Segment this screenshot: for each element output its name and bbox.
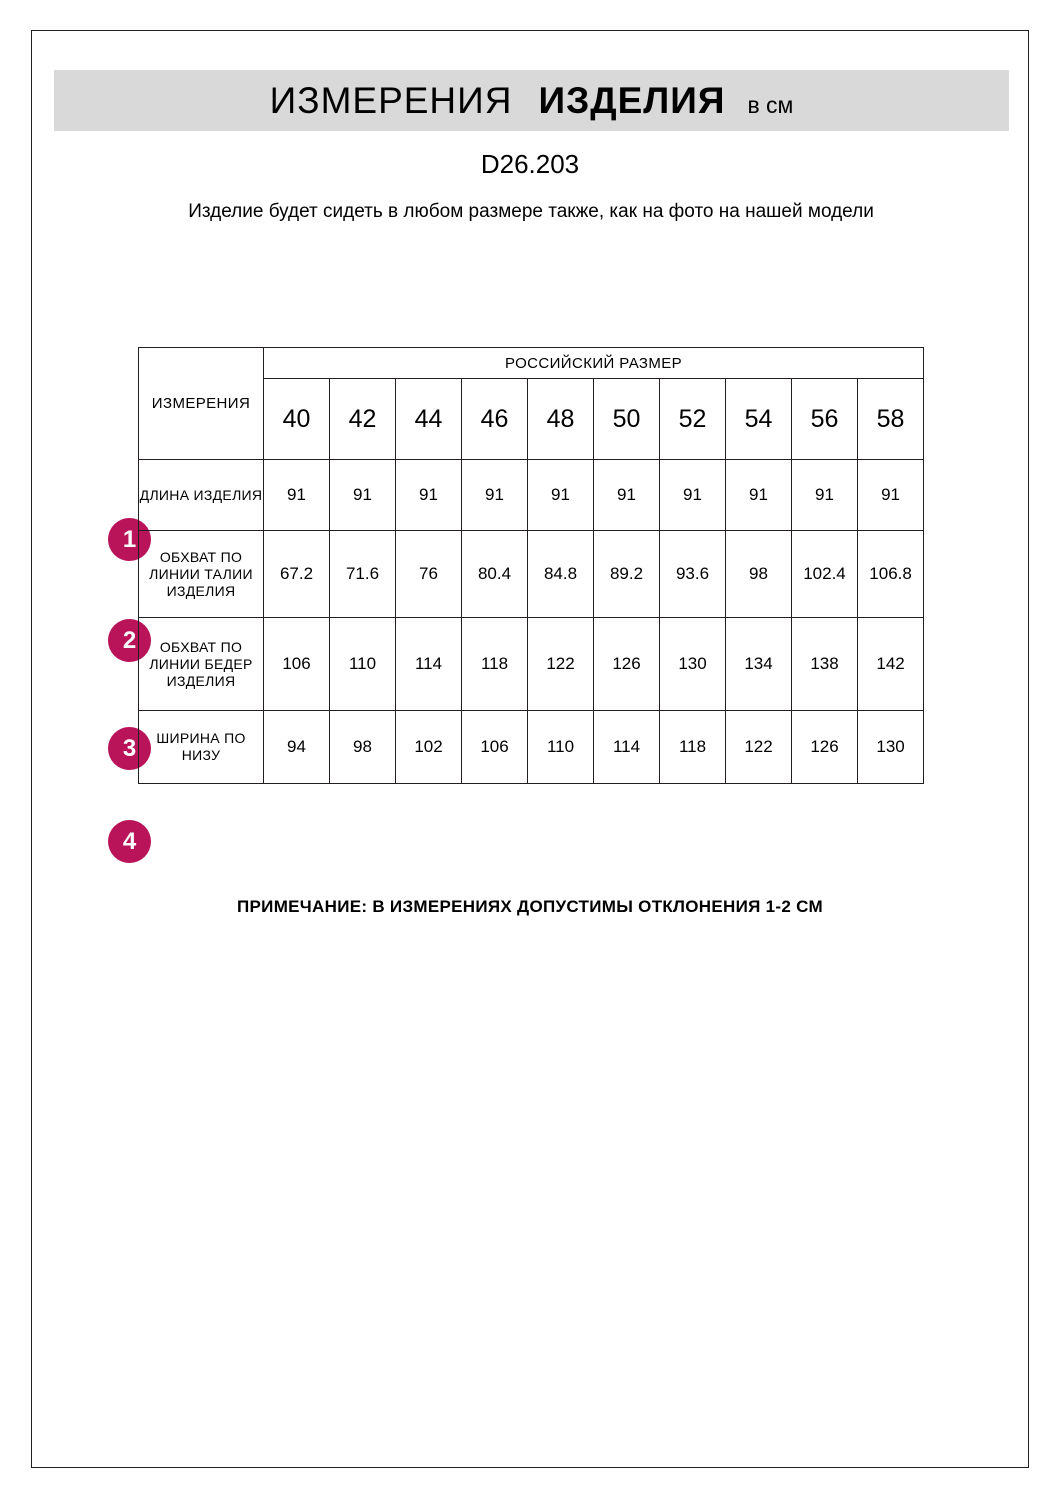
cell-r3-c50: 126 [594,618,660,711]
cell-r2-c48: 84.8 [528,531,594,618]
cell-r2-c40: 67.2 [264,531,330,618]
row-badge-1: 1 [108,518,151,561]
header-russian-size: РОССИЙСКИЙ РАЗМЕР [264,348,924,379]
cell-r1-c46: 91 [462,460,528,531]
header-measurements: ИЗМЕРЕНИЯ [139,348,264,460]
table-row [139,460,924,531]
header-size-50: 50 [594,379,660,460]
title-unit: в см [747,91,794,118]
cell-r1-c48: 91 [528,460,594,531]
cell-r4-c56: 126 [792,711,858,784]
row-label-length: ДЛИНА ИЗДЕЛИЯ [139,460,264,531]
cell-r4-c42: 98 [330,711,396,784]
header-size-40: 40 [264,379,330,460]
cell-r1-c40: 91 [264,460,330,531]
title-word-measurements: ИЗМЕРЕНИЯ [269,79,513,121]
row-label-hips: ОБХВАТ ПО ЛИНИИ БЕДЕР ИЗДЕЛИЯ [139,618,264,711]
header-size-58: 58 [858,379,924,460]
cell-r4-c58: 130 [858,711,924,784]
row-label-bottom-width: ШИРИНА ПО НИЗУ [139,711,264,784]
cell-r2-c42: 71.6 [330,531,396,618]
document-content [32,31,1028,1467]
footnote: ПРИМЕЧАНИЕ: В ИЗМЕРЕНИЯХ ДОПУСТИМЫ ОТКЛОНЕНИЯ 1-2 СМ [237,897,823,916]
document-title-band [54,70,1009,131]
size-table-wrapper [138,347,923,784]
cell-r3-c56: 138 [792,618,858,711]
cell-r1-c54: 91 [726,460,792,531]
row-badge-4: 4 [108,820,151,863]
header-size-52: 52 [660,379,726,460]
header-size-48: 48 [528,379,594,460]
cell-r4-c44: 102 [396,711,462,784]
header-size-44: 44 [396,379,462,460]
row-badge-3: 3 [108,727,151,770]
cell-r1-c56: 91 [792,460,858,531]
cell-r1-c50: 91 [594,460,660,531]
cell-r4-c50: 114 [594,711,660,784]
cell-r1-c42: 91 [330,460,396,531]
header-size-56: 56 [792,379,858,460]
cell-r1-c58: 91 [858,460,924,531]
document-title [270,80,794,122]
cell-r4-c40: 94 [264,711,330,784]
cell-r3-c54: 134 [726,618,792,711]
cell-r4-c46: 106 [462,711,528,784]
cell-r2-c46: 80.4 [462,531,528,618]
cell-r2-c58: 106.8 [858,531,924,618]
article-code: D26.203 [480,149,580,179]
cell-r2-c54: 98 [726,531,792,618]
table-row [139,531,924,618]
cell-r3-c42: 110 [330,618,396,711]
header-size-54: 54 [726,379,792,460]
cell-r3-c58: 142 [858,618,924,711]
table-header-group-row [139,348,924,379]
header-size-42: 42 [330,379,396,460]
fit-note: Изделие будет сидеть в любом размере также, как на фото на нашей модели [188,201,874,222]
cell-r3-c48: 122 [528,618,594,711]
size-table [138,347,924,784]
cell-r4-c48: 110 [528,711,594,784]
row-label-waist: ОБХВАТ ПО ЛИНИИ ТАЛИИ ИЗДЕЛИЯ [139,531,264,618]
cell-r4-c54: 122 [726,711,792,784]
document-page [31,30,1029,1468]
title-word-product: ИЗДЕЛИЯ [538,79,726,121]
cell-r2-c56: 102.4 [792,531,858,618]
table-row [139,618,924,711]
table-row [139,711,924,784]
cell-r4-c52: 118 [660,711,726,784]
cell-r2-c50: 89.2 [594,531,660,618]
cell-r2-c52: 93.6 [660,531,726,618]
row-badge-2: 2 [108,619,151,662]
cell-r1-c52: 91 [660,460,726,531]
cell-r3-c44: 114 [396,618,462,711]
header-size-46: 46 [462,379,528,460]
cell-r3-c46: 118 [462,618,528,711]
cell-r3-c52: 130 [660,618,726,711]
cell-r1-c44: 91 [396,460,462,531]
cell-r3-c40: 106 [264,618,330,711]
cell-r2-c44: 76 [396,531,462,618]
